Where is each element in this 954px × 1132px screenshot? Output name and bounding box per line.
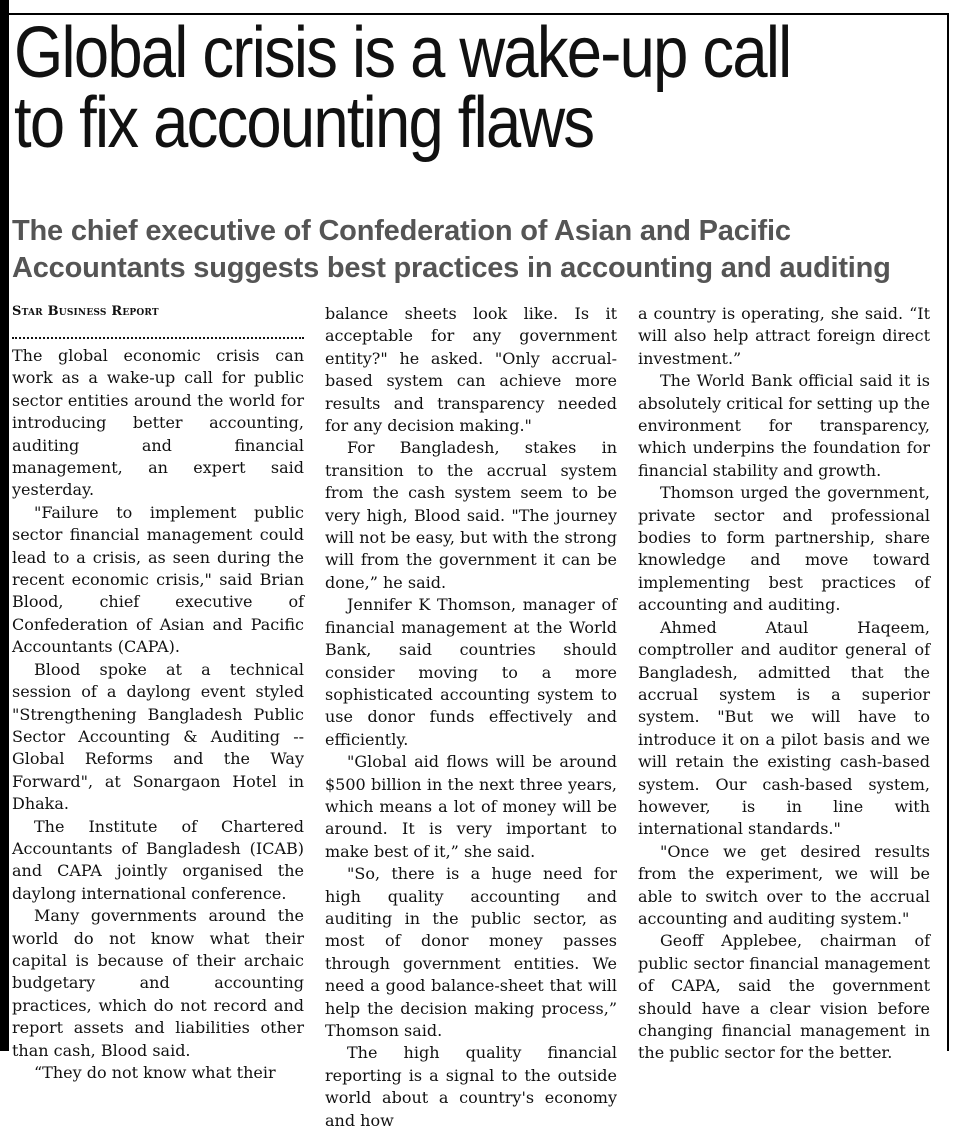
paragraph: Many governments around the world do not know what their capital is because of their archaic budgetary and accounting practices, which do not record and report assets and liabilities other than cash, Blood said.: [12, 906, 304, 1060]
paragraph: Geoff Applebee, chairman of public sector financial management of CAPA, said the government should have a clear vision before changing financial management in the public sector for the better.: [638, 931, 930, 1063]
article-column-2: [325, 303, 617, 1130]
article-column-3: [638, 303, 930, 1063]
paragraph: The World Bank official said it is absolutely critical for setting up the environment for transparency, which underpins the foundation for financial stability and growth.: [638, 371, 930, 480]
article-column-1: [12, 303, 304, 1082]
byline: Star Business Report: [12, 304, 159, 319]
paragraph: balance sheets look like. Is it acceptable for any government entity?" he asked. "Only accrual-based system can achieve more results and transparency needed for any decision making.": [325, 304, 617, 436]
deck-subheadline: The chief executive of Confederation of Asian and Pacific Accountants suggests best practices in accounting and auditing: [12, 215, 891, 284]
headline-line-1: Global crisis is a wake-up call: [14, 13, 791, 93]
paragraph: “They do not know what their: [34, 1063, 276, 1082]
paragraph: Blood spoke at a technical session of a daylong event styled "Strengthening Bangladesh Public Sector Accounting & Auditing -- Global Reforms and the Way Forward", at Sonargaon Hotel in Dhaka.: [12, 659, 304, 814]
paragraph: "Global aid flows will be around $500 billion in the next three years, which means a lot of money will be around. It is very important to make best of it,” she said.: [325, 752, 617, 861]
headline: [14, 13, 832, 163]
paragraph: Ahmed Ataul Haqeem, comptroller and auditor general of Bangladesh, admitted that the accrual system is a superior system. "But we will have to introduce it on a pilot basis and we will retain the existing cash-based system. Our cash-based system, however, is in line with international standards.": [638, 617, 930, 839]
paragraph: The Institute of Chartered Accountants of Bangladesh (ICAB) and CAPA jointly organised the daylong international conference.: [12, 816, 304, 903]
paragraph: The global economic crisis can work as a wake-up call for public sector entities around the world for introducing better accounting, auditing and financial management, an expert said yesterday.: [12, 346, 304, 500]
paragraph: Thomson urged the government, private sector and professional bodies to form partnership, share knowledge and move toward implementing best practices of accounting and auditing.: [638, 483, 930, 615]
right-rule: [947, 14, 949, 1051]
paragraph: For Bangladesh, stakes in transition to the accrual system from the cash system seem to be very high, Blood said. "The journey will not be easy, but with the strong will from the government it can be done,” he said.: [325, 438, 617, 592]
paragraph: "Once we get desired results from the experiment, we will be able to switch over to the accrual accounting and auditing system.": [638, 841, 930, 928]
paragraph: "Failure to implement public sector financial management could lead to a crisis, as seen during the recent economic crisis," said Brian Blood, chief executive of Confederation of Asian and Pacific Accountants (CAPA).: [12, 502, 304, 657]
paragraph: Jennifer K Thomson, manager of financial management at the World Bank, said countries should consider moving to a more sophisticated accounting system to use donor funds effectively and efficiently.: [325, 595, 617, 749]
left-margin-bar: [0, 0, 9, 1051]
headline-line-2: to fix accounting flaws: [14, 83, 594, 163]
byline-dotted-divider: [12, 325, 304, 339]
paragraph: a country is operating, she said. “It will also help attract foreign direct investment.”: [638, 304, 930, 368]
paragraph: The high quality financial reporting is a signal to the outside world about a country's economy and how: [325, 1043, 617, 1130]
paragraph: "So, there is a huge need for high quality accounting and auditing in the public sector, as most of donor money passes through government entities. We need a good balance-sheet that will help the decision making process,” Thomson said.: [325, 864, 617, 1040]
